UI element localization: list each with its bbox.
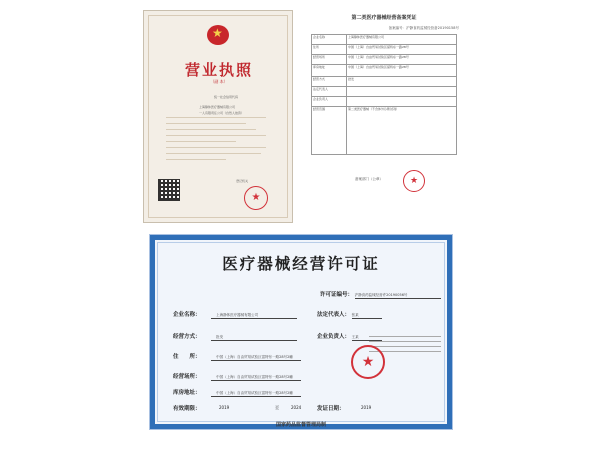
- license-number-label: 许可证编号：: [320, 292, 354, 298]
- filing-issuer: 备案部门（公章）: [355, 177, 383, 181]
- filing-row-value: 第二类医疗器械（不含体外诊断试剂）: [347, 107, 457, 155]
- filing-row-value: [347, 87, 457, 97]
- company-name: 上海静休医疗器械有限公司: [216, 313, 259, 317]
- filing-row-value: [347, 97, 457, 107]
- license-seal-icon: ★: [351, 345, 385, 379]
- business-license-document: [143, 10, 293, 223]
- business-mode-label: 经营方式：: [173, 334, 201, 340]
- issue-date-label: 发证日期：: [317, 406, 345, 412]
- filing-row-value: 中国（上海）自由贸易试验区富特东一路28号: [347, 45, 457, 55]
- residence: 中国（上海）自由贸易试验区富特东一路28号2幢: [216, 355, 293, 359]
- qr-code: [158, 179, 180, 201]
- filing-row-label: 经营范围: [312, 107, 347, 155]
- filing-row-label: 经营方式: [312, 77, 347, 87]
- filing-row-label: 库房地址: [312, 65, 347, 77]
- business-license-subtitle: （副 本）: [210, 79, 228, 84]
- legal-rep: 张某: [351, 313, 359, 317]
- issuing-bureau: 国家药品监督管理局制: [275, 422, 326, 428]
- filing-row-value: 中国（上海）自由贸易试验区富特东一路28号: [347, 65, 457, 77]
- license-company-name: 上海静休医疗器械有限公司: [199, 105, 236, 109]
- license-seal-icon: ★: [244, 186, 268, 210]
- validity-label: 有效期限：: [173, 406, 201, 412]
- filing-row-label: 经营场所: [312, 55, 347, 65]
- filing-number: 备案编号：沪静食药监械经营备20190158号: [388, 26, 459, 30]
- medical-device-license: [150, 235, 452, 429]
- premises: 中国（上海）自由贸易试验区富特东一路28号2幢: [216, 375, 293, 379]
- validity-to: 2024: [291, 405, 302, 410]
- filing-row-label: 住所: [312, 45, 347, 55]
- warehouse-label: 库房地址：: [173, 390, 201, 396]
- filing-row-value: 中国（上海）自由贸易试验区富特东一路28号: [347, 55, 457, 65]
- manager: 王某: [351, 335, 359, 339]
- manager-label: 企业负责人：: [317, 334, 351, 340]
- validity-from: 2019: [219, 405, 230, 410]
- filing-row-label: 企业名称: [312, 35, 347, 45]
- business-mode: 批发: [216, 335, 224, 339]
- license-company-type: 一人有限责任公司（自然人独资）: [199, 111, 245, 115]
- warehouse: 中国（上海）自由贸易试验区富特东一路28号2幢: [216, 391, 293, 395]
- filing-table: [311, 34, 457, 155]
- filing-row-label: 企业负责人: [312, 97, 347, 107]
- filing-row-value: 上海静休医疗器械有限公司: [347, 35, 457, 45]
- credit-code-label: 统一社会信用代码: [214, 95, 239, 99]
- filing-seal-icon: ★: [403, 170, 425, 192]
- residence-label: 住 所：: [173, 354, 201, 360]
- class2-filing-certificate: [305, 12, 463, 207]
- company-label: 企业名称：: [173, 312, 201, 318]
- filing-header: 第二类医疗器械经营备案凭证: [351, 15, 417, 21]
- med-license-title: 医疗器械经营许可证: [222, 254, 380, 273]
- business-license-title: 营业执照: [184, 61, 253, 79]
- issue-date: 2019: [361, 405, 372, 410]
- filing-row-value: 批发: [347, 77, 457, 87]
- legal-rep-label: 法定代表人：: [317, 312, 351, 318]
- national-emblem-icon: [207, 25, 229, 45]
- license-number: 沪静食药监械经营许20190056号: [354, 293, 408, 297]
- registration-authority-label: 登记机关: [236, 179, 249, 183]
- validity-to-word: 至: [275, 405, 279, 410]
- premises-label: 经营场所：: [173, 374, 201, 380]
- filing-row-label: 法定代表人: [312, 87, 347, 97]
